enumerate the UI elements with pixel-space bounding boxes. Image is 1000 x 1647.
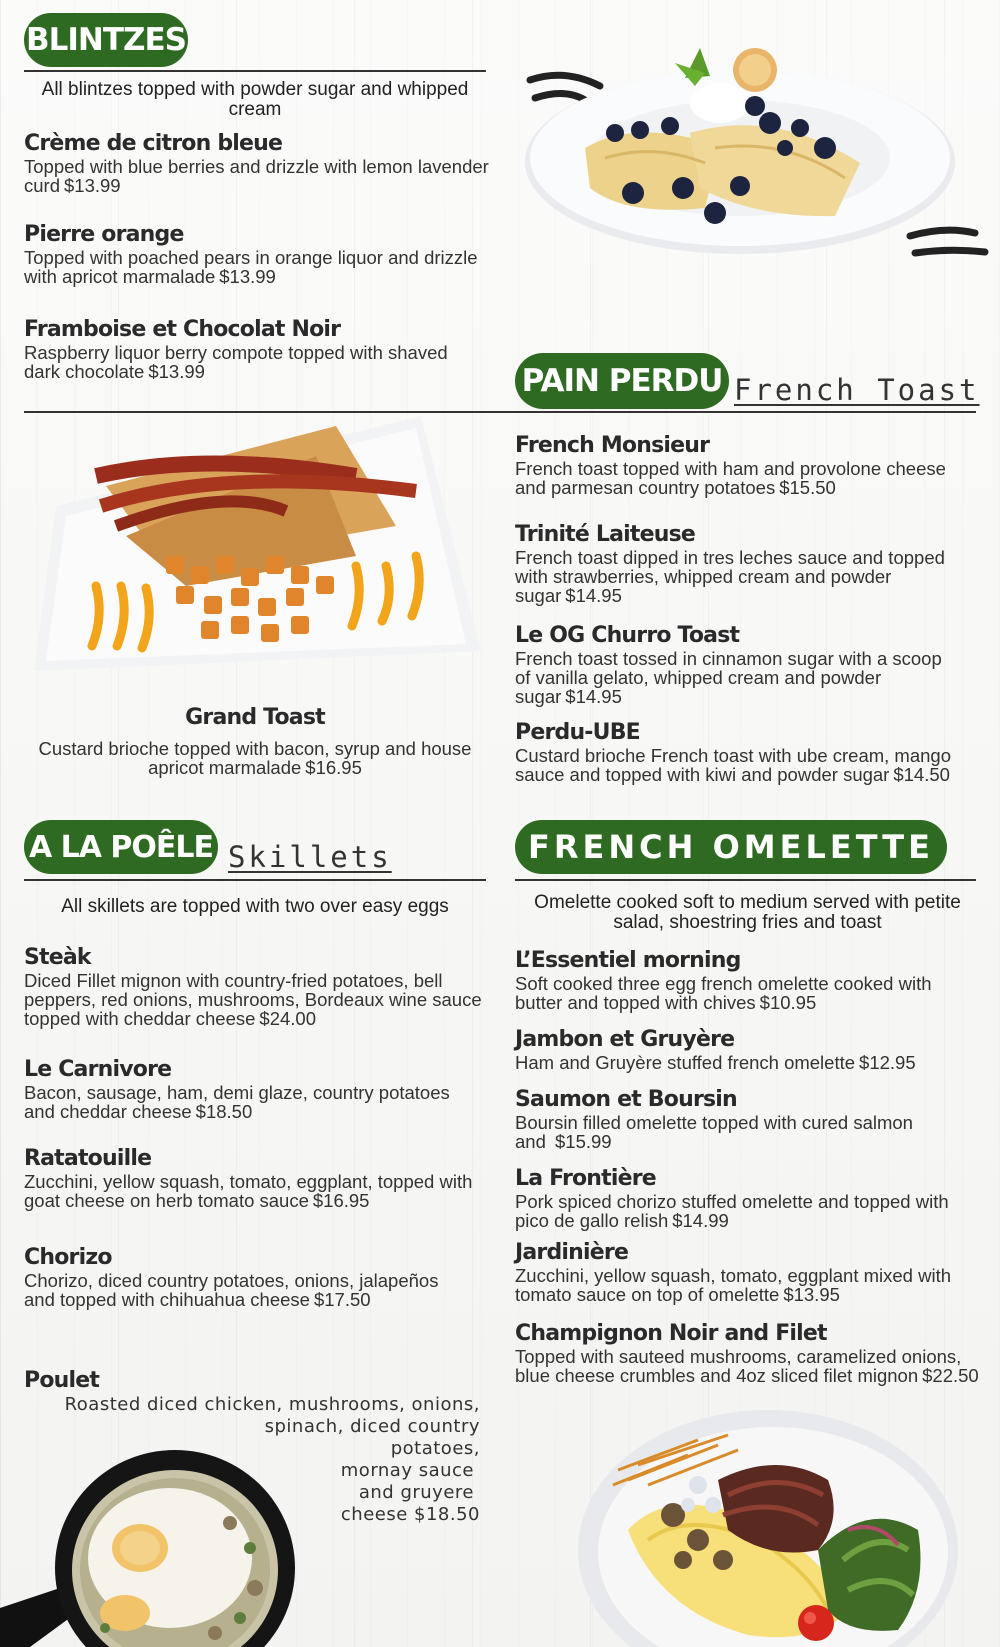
menu-item (515, 1240, 985, 1304)
menu-item (515, 522, 965, 605)
item-description: Boursin filled omelette topped with cured salmon and $15.99 (515, 1112, 913, 1152)
description-line: potatoes, (390, 1438, 480, 1459)
menu-item (515, 720, 975, 784)
menu-item (515, 1027, 985, 1072)
skillet-photo (0, 1428, 300, 1647)
description-line: Roasted diced chicken, mushrooms, onions, (64, 1394, 480, 1415)
item-description: Topped with blue berries and drizzle with lemon lavender curd $13.99 (24, 156, 489, 196)
item-price: $14.95 (565, 686, 622, 707)
item-price: $13.99 (148, 361, 205, 382)
item-name: Saumon et Boursin (515, 1087, 737, 1112)
item-name: Framboise et Chocolat Noir (24, 317, 341, 342)
menu-item (515, 623, 955, 706)
menu-item (515, 1166, 985, 1230)
item-name: Ratatouille (24, 1146, 152, 1171)
skillets-header: A LA POÊLE (24, 820, 218, 874)
description-line: spinach, diced country (264, 1416, 480, 1437)
item-price: $17.50 (313, 1289, 371, 1310)
item-description: Soft cooked three egg french omelette cooked with butter and topped with chives $10.95 (515, 973, 932, 1013)
item-price: $15.50 (779, 477, 836, 498)
item-description: Raspberry liquor berry compote topped with shaved dark chocolate $13.99 (24, 342, 448, 382)
item-name: La Frontière (515, 1166, 656, 1191)
item-name: Poulet (24, 1368, 100, 1393)
menu-item (24, 1146, 486, 1210)
item-price: $18.50 (195, 1101, 253, 1122)
item-name: Le Carnivore (24, 1057, 172, 1082)
item-description: French toast tossed in cinnamon sugar with a scoop of vanilla gelato, whipped cream and powder sugar $14.95 (515, 648, 942, 707)
blintzes-note: All blintzes topped with powder sugar and whipped cream (41, 79, 469, 120)
item-price: $13.95 (783, 1284, 840, 1305)
description-line: cheese $18.50 (340, 1504, 480, 1525)
item-name: Champignon Noir and Filet (515, 1321, 827, 1346)
menu-item (515, 433, 970, 497)
item-name: Jambon et Gruyère (515, 1027, 735, 1052)
item-description: Zucchini, yellow squash, tomato, eggplant mixed with tomato sauce on top of omelette $13.95 (515, 1265, 951, 1305)
item-price: $14.50 (893, 764, 950, 785)
item-description: Bacon, sausage, ham, demi glaze, country potatoes and cheddar cheese $18.50 (24, 1082, 450, 1122)
menu-item (24, 317, 464, 381)
menu-item (24, 1245, 474, 1309)
blintzes-photo (515, 38, 995, 278)
item-name: Jardinière (515, 1240, 629, 1265)
item-description: Pork spiced chorizo stuffed omelette and topped with pico de gallo relish $14.99 (515, 1191, 949, 1231)
item-description: French toast dipped in tres leches sauce and topped with strawberries, whipped cream and powder sugar $14.95 (515, 547, 945, 606)
grand-toast-photo (26, 416, 486, 676)
item-description: Topped with sauteed mushrooms, caramelized onions, blue cheese crumbles and 4oz sliced filet mignon $22.50 (515, 1346, 979, 1386)
item-price: $10.95 (759, 992, 817, 1013)
pain-perdu-header: PAIN PERDU (515, 353, 729, 409)
item-description: Topped with poached pears in orange liquor and drizzle with apricot marmalade $13.99 (24, 247, 478, 287)
omelette-header: FRENCH OMELETTE (515, 820, 947, 874)
skillets-rule (24, 879, 486, 881)
item-description: Zucchini, yellow squash, tomato, eggplant, topped with goat cheese on herb tomato sauce $16.95 (24, 1171, 473, 1211)
item-description: French toast topped with ham and provolone cheese and parmesan country potatoes $15.50 (515, 458, 946, 498)
pain-perdu-rule (24, 411, 976, 413)
item-description: Custard brioche topped with bacon, syrup and house apricot marmalade $16.95 (38, 738, 472, 778)
omelette-photo (578, 1410, 998, 1647)
item-name: Grand Toast (185, 705, 325, 730)
menu-item (24, 1057, 454, 1121)
menu-item (24, 131, 494, 195)
item-name: Crème de citron bleue (24, 131, 283, 156)
menu-item (515, 948, 975, 1012)
item-name: Trinité Laiteuse (515, 522, 696, 547)
item-price: $22.50 (922, 1365, 979, 1386)
item-name: Steàk (24, 945, 91, 970)
item-price: $16.95 (312, 1190, 370, 1211)
skillets-subtitle: Skillets (228, 840, 392, 874)
item-description: Ham and Gruyère stuffed french omelette $12.95 (515, 1052, 916, 1073)
item-price: $15.99 (555, 1131, 612, 1152)
item-price: $14.95 (565, 585, 622, 606)
menu-item (24, 945, 486, 1028)
item-name: French Monsieur (515, 433, 710, 458)
blintzes-rule (24, 70, 486, 72)
item-description: Diced Fillet mignon with country-fried potatoes, bell peppers, red onions, mushrooms, Bordeaux wine sauce topped with cheddar cheese $24.00 (24, 970, 482, 1029)
omelette-note: Omelette cooked soft to medium served with petite salad, shoestring fries and toast (534, 892, 961, 933)
item-description: Custard brioche French toast with ube cream, mango sauce and topped with kiwi and powder sugar $14.50 (515, 745, 951, 785)
item-price: $16.95 (305, 757, 362, 778)
item-name: Chorizo (24, 1245, 112, 1270)
item-name: Le OG Churro Toast (515, 623, 740, 648)
item-price: $12.95 (859, 1052, 916, 1073)
menu-item (24, 222, 494, 286)
item-name: L’Essentiel morning (515, 948, 741, 973)
item-name: Perdu-UBE (515, 720, 640, 745)
skillets-note: All skillets are topped with two over easy eggs (61, 896, 449, 917)
description-line: and gruyere (358, 1482, 474, 1503)
item-price: $13.99 (64, 175, 121, 196)
item-description: Chorizo, diced country potatoes, onions, jalapeños and topped with chihuahua cheese $17.50 (24, 1270, 439, 1310)
item-price: $24.00 (259, 1008, 317, 1029)
item-name: Pierre orange (24, 222, 184, 247)
item-price: $13.99 (219, 266, 276, 287)
blintzes-header: BLINTZES (24, 13, 188, 67)
omelette-rule (515, 879, 976, 881)
pain-perdu-subtitle: French Toast (734, 373, 980, 407)
menu-item (515, 1321, 985, 1385)
description-line: mornay sauce (340, 1460, 474, 1481)
grand-toast-item (24, 705, 486, 777)
item-price: $14.99 (672, 1210, 729, 1231)
menu-item (515, 1087, 915, 1151)
